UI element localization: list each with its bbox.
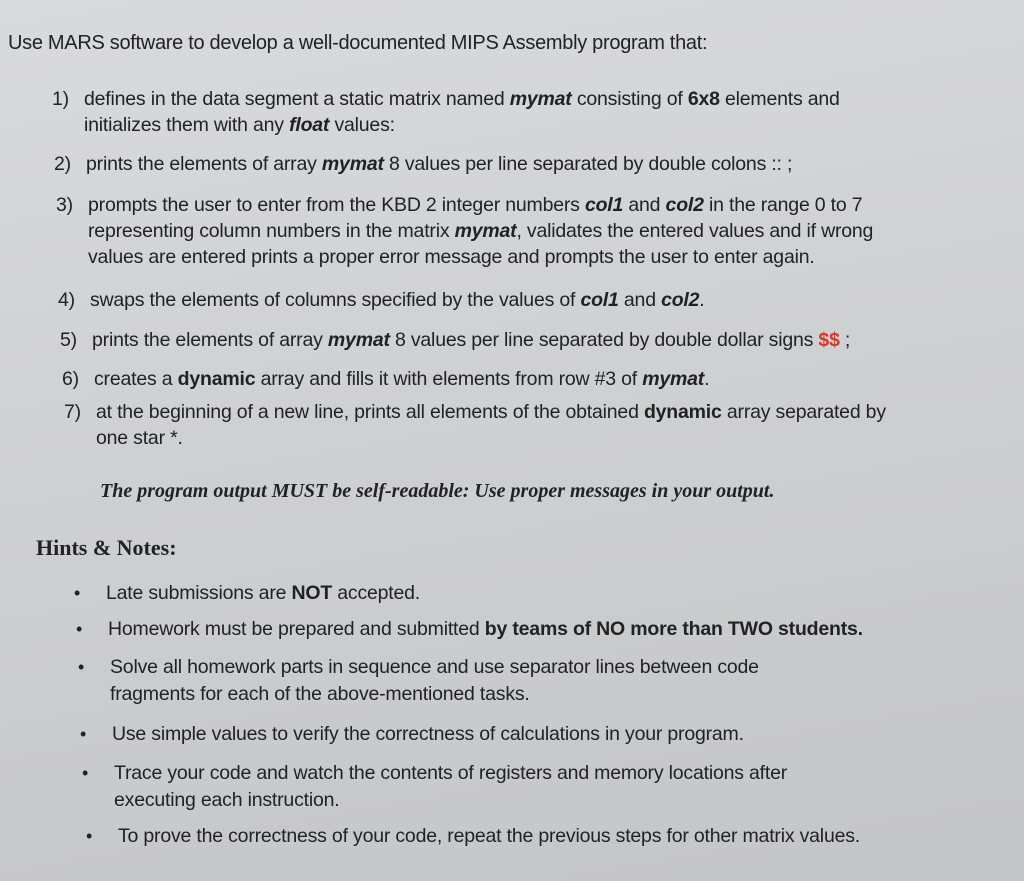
hint-item-2: • Homework must be prepared and submitted by teams of NO more than TWO students. [108,616,968,643]
hint-item-5: • Trace your code and watch the contents of registers and memory locations after executing each instruction. [82,762,788,811]
bullet-icon: • [74,583,81,603]
task-item-5: 5) prints the elements of array mymat 8 values per line separated by double dollar signs $$ ; [60,329,851,351]
hint-item-4: • Use simple values to verify the correctness of calculations in your program. [112,721,972,748]
bullet-icon: • [82,763,89,783]
bullet-icon: • [76,619,83,639]
output-note: The program output MUST be self-readable: Use proper messages in your output. [100,480,775,502]
bullet-icon: • [80,724,87,744]
task-item-1: 1) defines in the data segment a static matrix named mymat consisting of 6x8 elements and initializes them with any float values: [52,88,840,136]
task-item-6: 6) creates a dynamic array and fills it with elements from row #3 of mymat. [62,368,710,390]
hint-item-1: • Late submissions are NOT accepted. [106,580,966,607]
bullet-icon: • [86,826,93,846]
hint-item-3: • Solve all homework parts in sequence and use separator lines between code fragments for each of the above-mentioned tasks. [78,656,759,705]
bullet-icon: • [78,657,85,677]
hint-item-6: • To prove the correctness of your code, repeat the previous steps for other matrix values. [118,823,978,850]
task-item-4: 4) swaps the elements of columns specified by the values of col1 and col2. [58,289,705,311]
task-item-3: 3) prompts the user to enter from the KBD 2 integer numbers col1 and col2 in the range 0 to 7 representing column numbers in the matrix mymat, validates the entered values and if wrong values are entered prints a proper error message and prompts the user to enter again. [56,194,874,268]
intro-text: Use MARS software to develop a well-documented MIPS Assembly program that: [8,32,708,54]
hints-title: Hints & Notes: [36,535,177,560]
task-item-7: 7) at the beginning of a new line, prints all elements of the obtained dynamic array separated by one star *. [64,401,886,449]
task-item-2: 2) prints the elements of array mymat 8 values per line separated by double colons :: ; [54,153,793,175]
task-number: 1) [52,88,69,110]
dollar-signs: $$ [818,329,840,351]
matrix-name: mymat [509,88,572,110]
